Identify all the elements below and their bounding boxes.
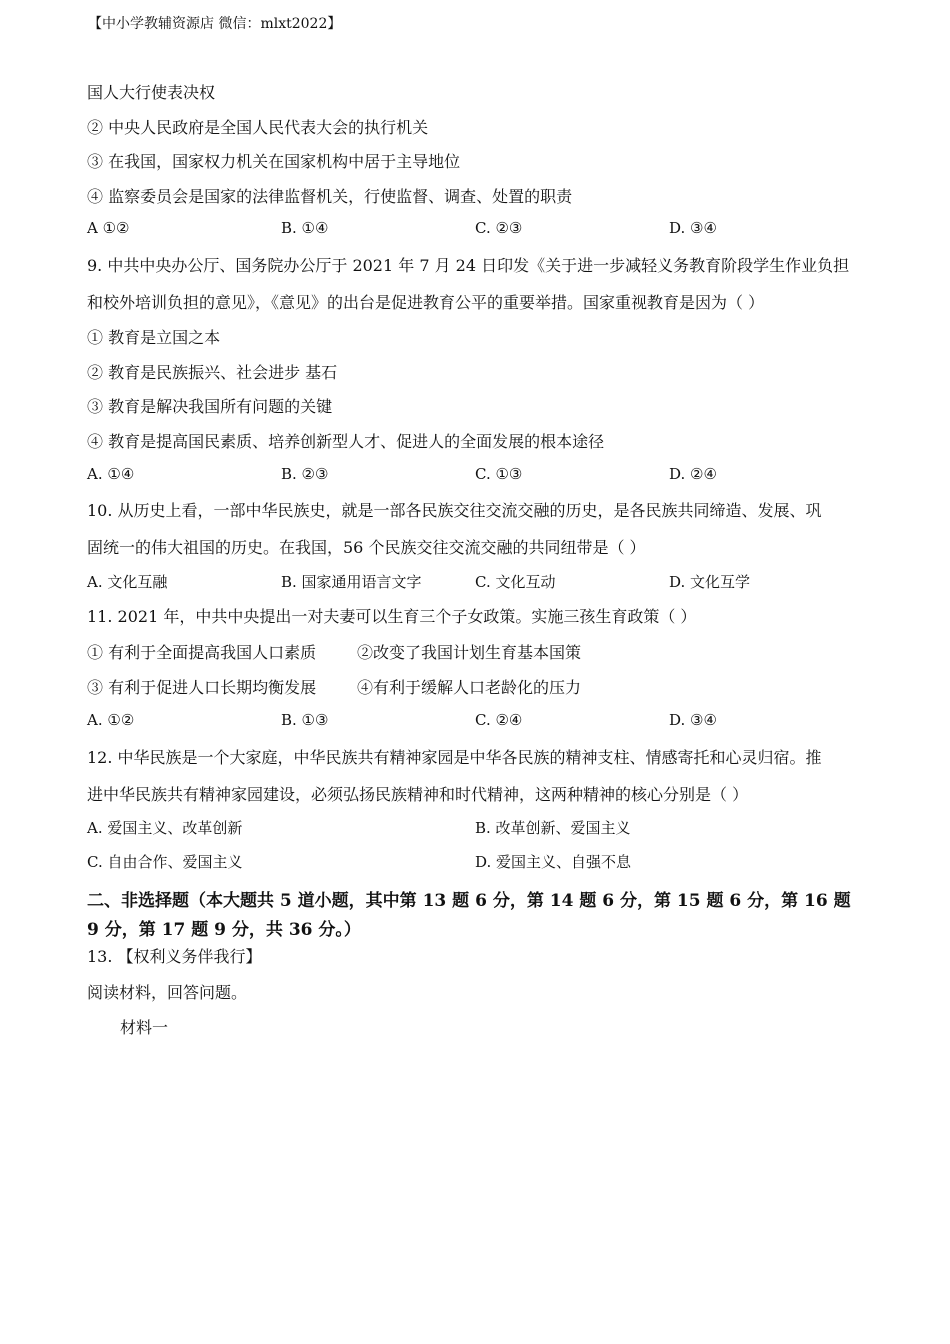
q11-statement-4: ④有利于缓解人口老龄化的压力 <box>357 678 582 697</box>
q12-option-c: C. 自由合作、爱国主义 <box>87 853 243 871</box>
q9-option-a: A. ①④ <box>87 465 135 483</box>
q11-statement-1: ① 有利于全面提高我国人口素质 <box>87 643 317 662</box>
q9-stem-line-2: 和校外培训负担的意见》，《意见》的出台是促进教育公平的重要举措。国家重视教育是因为（ ） <box>87 293 765 312</box>
q11-options <box>87 711 867 733</box>
q9-statement-3: ③ 教育是解决我国所有问题的关键 <box>87 397 333 416</box>
q12-option-d: D. 爱国主义、自强不息 <box>475 853 632 871</box>
q12-options-row-1 <box>87 817 867 839</box>
q12-option-b: B. 改革创新、爱国主义 <box>475 819 631 837</box>
page-header: 【中小学教辅资源店 微信：mlxt2022】 <box>88 16 342 32</box>
q10-option-d: D. 文化互学 <box>669 573 751 591</box>
q10-stem-line-1: 10. 从历史上看，一部中华民族史，就是一部各民族交往交流交融的历史，是各民族共同缔造、发展、巩 <box>87 501 822 520</box>
q9-statement-2: ② 教育是民族振兴、社会进步 基石 <box>87 363 338 382</box>
q12-stem-line-1: 12. 中华民族是一个大家庭，中华民族共有精神家园是中华各民族的精神支柱、情感寄托和心灵归宿。推 <box>87 748 822 767</box>
q12-options-row-2 <box>87 851 867 873</box>
q8-option-c: C. ②③ <box>475 219 523 237</box>
section-2-heading-line-2: 9 分，第 17 题 9 分，共 36 分。） <box>87 920 361 940</box>
q8-continuation: 国人大行使表决权 <box>87 83 216 102</box>
q11-statement-2: ②改变了我国计划生育基本国策 <box>357 643 582 662</box>
q8-statement-3: ③ 在我国，国家权力机关在国家机构中居于主导地位 <box>87 152 461 171</box>
q11-stem: 11. 2021 年，中共中央提出一对夫妻可以生育三个子女政策。实施三孩生育政策（ ） <box>87 607 697 626</box>
q8-options <box>87 219 867 241</box>
q9-statement-1: ① 教育是立国之本 <box>87 328 221 347</box>
q11-option-b: B. ①③ <box>281 711 329 729</box>
q10-option-b: B. 国家通用语言文字 <box>281 573 422 591</box>
q9-option-b: B. ②③ <box>281 465 329 483</box>
q10-options <box>87 571 867 593</box>
q12-option-a: A. 爱国主义、改革创新 <box>87 819 243 837</box>
q11-option-a: A. ①② <box>87 711 135 729</box>
q12-stem-line-2: 进中华民族共有精神家园建设，必须弘扬民族精神和时代精神，这两种精神的核心分别是（ ） <box>87 785 749 804</box>
q11-option-d: D. ③④ <box>669 711 717 729</box>
q11-statements-row-2 <box>87 675 867 697</box>
q9-stem-line-1: 9. 中共中央办公厅、国务院办公厅于 2021 年 7 月 24 日印发《关于进一步减轻义务教育阶段学生作业负担 <box>87 256 850 275</box>
q11-statements-row-1 <box>87 640 867 662</box>
q10-stem-line-2: 固统一的伟大祖国的历史。在我国，56 个民族交往交流交融的共同纽带是（ ） <box>87 538 646 557</box>
section-2-heading-line-1: 二、非选择题（本大题共 5 道小题，其中第 13 题 6 分，第 14 题 6 分，第 15 题 6 分，第 16 题 <box>87 891 851 911</box>
q8-statement-4: ④ 监察委员会是国家的法律监督机关，行使监督、调查、处置的职责 <box>87 187 573 206</box>
q9-statement-4: ④ 教育是提高国民素质、培养创新型人才、促进人的全面发展的根本途径 <box>87 432 605 451</box>
q11-statement-3: ③ 有利于促进人口长期均衡发展 <box>87 678 317 697</box>
q8-statement-2: ② 中央人民政府是全国人民代表大会的执行机关 <box>87 118 429 137</box>
q11-option-c: C. ②④ <box>475 711 523 729</box>
q13-material-label: 材料一 <box>120 1018 169 1037</box>
q9-option-c: C. ①③ <box>475 465 523 483</box>
q9-option-d: D. ②④ <box>669 465 717 483</box>
q10-option-a: A. 文化互融 <box>87 573 168 591</box>
q8-option-d: D. ③④ <box>669 219 717 237</box>
q10-option-c: C. 文化互动 <box>475 573 556 591</box>
q13-instruction: 阅读材料，回答问题。 <box>87 983 248 1002</box>
q13-title: 13. 【权利义务伴我行】 <box>87 947 262 966</box>
q8-option-b: B. ①④ <box>281 219 329 237</box>
q9-options <box>87 465 867 487</box>
q8-option-a: A ①② <box>87 219 130 237</box>
